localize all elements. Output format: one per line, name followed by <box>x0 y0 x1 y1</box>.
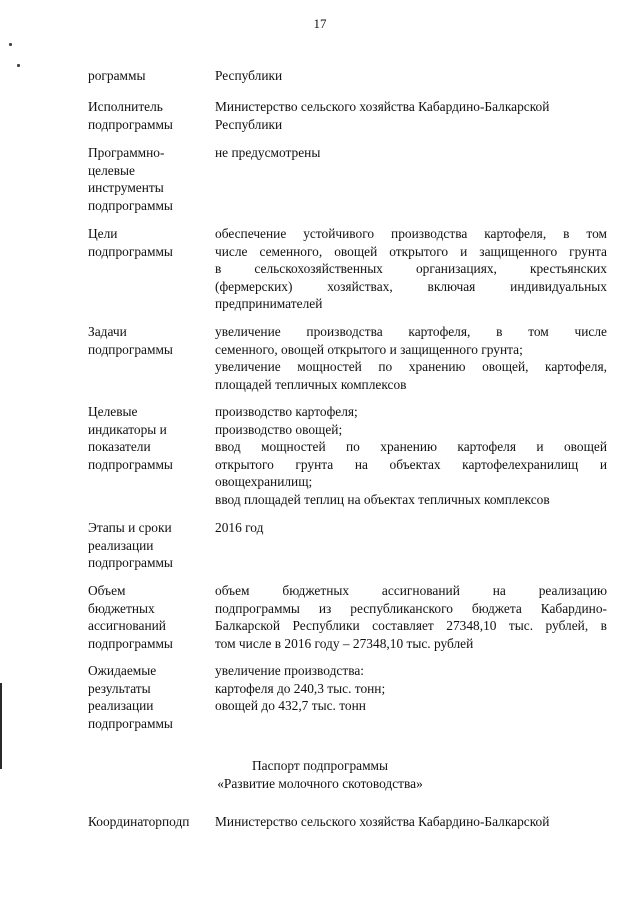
row-value: не предусмотрены <box>215 145 321 160</box>
row-value: обеспечение устойчивого производства картофеля, в том числе семенного, овощей открытого и защищенного грунта в сельскохозяйственных организациях, крестьянских (фермерских) хозяйствах, включая индивидуальных предпринимателей <box>215 226 607 312</box>
row-label: Этапы и сроки реализации подпрограммы <box>88 520 173 571</box>
row-value: Республики <box>215 68 283 83</box>
row-label: Исполнитель подпрограммы <box>88 99 173 132</box>
row-label: рограммы <box>88 68 146 83</box>
row-value: 2016 год <box>215 520 264 535</box>
section-heading: Паспорт подпрограммы «Развитие молочного скотоводства» <box>217 758 423 791</box>
row-label: Координаторподп <box>88 814 190 829</box>
page-number: 17 <box>313 16 327 31</box>
row-value: производство картофеля; производство овощей; ввод мощностей по хранению картофеля и овощей открытого грунта на объектах картофелехранилищ и овощехранилищ; ввод площадей теплиц на объектах тепличных комплексов <box>215 404 607 507</box>
row-label: Задачи подпрограммы <box>88 324 173 357</box>
row-value: увеличение производства: картофеля до 240,3 тыс. тонн; овощей до 432,7 тыс. тонн <box>215 663 386 714</box>
row-label: Цели подпрограммы <box>88 226 173 259</box>
row-value: объем бюджетных ассигнований на реализацию подпрограммы из республиканского бюджета Кабардино- Балкарской Республики составляет 27348,10 тыс. рублей, в том числе в 2016 году – 27348,10 тыс. рублей <box>215 583 607 651</box>
scan-mark <box>17 64 20 67</box>
row-label: Программно- целевые инструменты подпрограммы <box>88 145 173 213</box>
scan-mark <box>9 43 12 46</box>
row-value: Министерство сельского хозяйства Кабардино-Балкарской Республики <box>215 99 550 132</box>
row-label: Целевые индикаторы и показатели подпрограммы <box>88 404 173 472</box>
row-value: Министерство сельского хозяйства Кабардино-Балкарской <box>215 814 550 829</box>
row-value: увеличение производства картофеля, в том числе семенного, овощей открытого и защищенного грунта; увеличение мощностей по хранению овощей, картофеля, площадей тепличных комплексов <box>215 324 607 392</box>
row-label: Ожидаемые результаты реализации подпрограммы <box>88 663 173 731</box>
row-label: Объем бюджетных ассигнований подпрограммы <box>88 583 173 651</box>
